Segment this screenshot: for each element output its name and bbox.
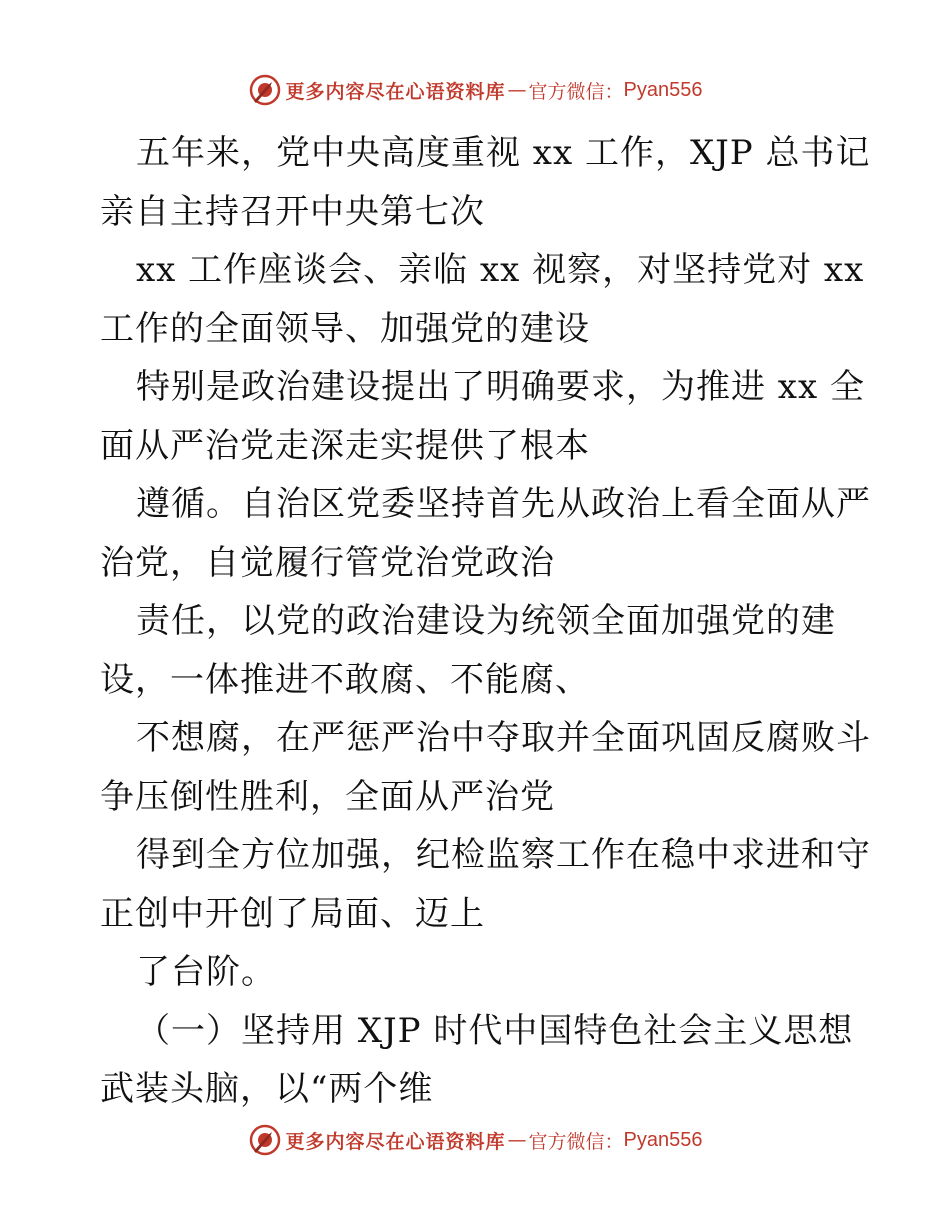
header-banner — [0, 70, 950, 110]
banner-wechat-label: 官方微信： — [528, 80, 624, 103]
body-line: 不想腐，在严惩严治中夺取并全面巩固反腐败斗 — [136, 718, 871, 758]
body-line: 五年来，党中央高度重视 xx 工作，XJP 总书记 — [136, 133, 871, 173]
body-line: 争压倒性胜利，全面从严治党 — [100, 776, 555, 817]
body-line: 得到全方位加强，纪检监察工作在稳中求进和守 — [136, 835, 871, 875]
section-heading: （一）坚持用 XJP 时代中国特色社会主义思想 — [136, 1010, 854, 1051]
body-line: 治党，自觉履行管党治党政治 — [100, 542, 555, 583]
banner-title: 更多内容尽在心语资料库 — [285, 80, 506, 103]
body-line: 遵循。自治区党委坚持首先从政治上看全面从严 — [136, 484, 871, 524]
body-line: 责任，以党的政治建设为统领全面加强党的建 — [136, 601, 836, 641]
body-line: 特别是政治建设提出了明确要求，为推进 xx 全 — [136, 367, 865, 407]
banner-title: 更多内容尽在心语资料库 — [285, 1130, 506, 1153]
body-line: 工作的全面领导、加强党的建设 — [100, 308, 590, 349]
banner-wechat-account: Pyan556 — [623, 78, 703, 101]
banner-wechat-label: 官方微信： — [528, 1130, 624, 1153]
banner-wechat-account: Pyan556 — [623, 1128, 703, 1151]
body-line: 面从严治党走深走实提供了根本 — [100, 425, 590, 466]
body-line: 亲自主持召开中央第七次 — [100, 191, 485, 232]
banner-separator: — — [507, 1129, 527, 1151]
document-body — [100, 124, 871, 1119]
banner-separator: — — [507, 79, 527, 101]
body-line: 设，一体推进不敢腐、不能腐、 — [100, 659, 590, 700]
body-line: 正创中开创了局面、迈上 — [100, 893, 485, 934]
pen-logo-icon — [248, 73, 282, 107]
footer-banner — [0, 1120, 950, 1160]
body-line: 了台阶。 — [136, 952, 276, 992]
pen-logo-icon — [248, 1123, 282, 1157]
body-line: xx 工作座谈会、亲临 xx 视察，对坚持党对 xx — [136, 250, 865, 290]
body-line: 武装头脑，以“两个维 — [100, 1069, 434, 1109]
